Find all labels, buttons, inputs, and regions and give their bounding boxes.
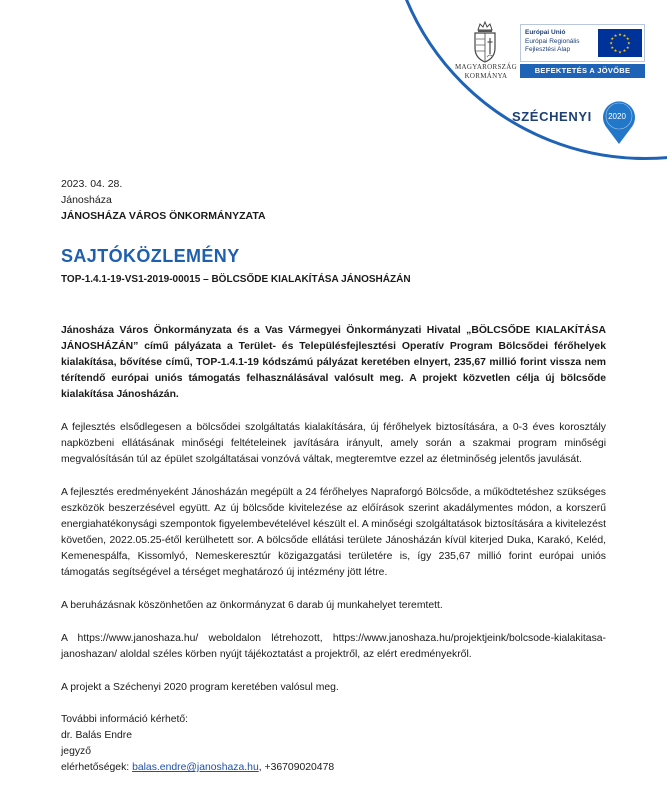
eu-fund-line1: Európai Regionális	[525, 37, 580, 45]
paragraph-website: A https://www.janoshaza.hu/ weboldalon létrehozott, https://www.janoshaza.hu/projektjeink/bolcsode-kialakitasa-janoshazan/ aloldal széles körben nyújt tájékoztatást a projektről, az elért eredményekről.	[61, 633, 606, 660]
svg-text:★: ★	[627, 40, 631, 46]
szechenyi-year: 2020	[608, 112, 626, 121]
contact-reach-label: elérhetőségek:	[61, 762, 130, 773]
press-release-body	[61, 176, 606, 776]
invest-slogan-bar: BEFEKTETÉS A JÖVŐBE	[520, 64, 645, 78]
svg-text:★: ★	[613, 48, 618, 54]
release-place: Jánosháza	[61, 194, 112, 206]
svg-text:★: ★	[618, 49, 622, 55]
svg-text:★: ★	[622, 33, 627, 38]
document-title: SAJTÓKÖZLEMÉNY	[61, 246, 240, 266]
svg-text:★: ★	[610, 45, 615, 50]
release-date: 2023. 04. 28.	[61, 178, 123, 190]
eu-fund-logo	[520, 24, 645, 62]
paragraph-goals: A fejlesztés elsődlegesen a bölcsődei szolgáltatás kialakítására, új férőhelyek biztosítására, a 0-3 éves korosztály napközbeni ellátásának minőségi feltételeinek javítására irányult, amely során a szakmai program minőségi megvalósításán túl az épület szolgáltatásai vonzóvá váltak, megteremtve ezzel az életminőség jelentős javulását.	[61, 422, 606, 465]
map-pin-icon	[601, 100, 637, 144]
paragraph-program: A projekt a Széchenyi 2020 program keretében valósul meg.	[61, 682, 339, 693]
government-label: MAGYARORSZÁG KORMÁNYA	[455, 63, 517, 80]
svg-text:★: ★	[625, 45, 630, 50]
project-subtitle: TOP-1.4.1-19-VS1-2019-00015 – BÖLCSŐDE KIALAKÍTÁSA JÁNOSHÁZÁN	[61, 274, 411, 285]
contact-email-link[interactable]: balas.endre@janoshaza.hu	[132, 762, 259, 773]
hungarian-coat-of-arms-icon	[468, 20, 502, 64]
paragraph-jobs: A beruházásnak köszönhetően az önkormányzat 6 darab új munkahelyet teremtett.	[61, 600, 443, 611]
eu-flag-icon	[598, 29, 642, 57]
issuing-organization: JÁNOSHÁZA VÁROS ÖNKORMÁNYZATA	[61, 210, 266, 222]
svg-text:★: ★	[613, 33, 618, 38]
contact-name: dr. Balás Endre	[61, 730, 133, 741]
paragraph-results: A fejlesztés eredményeként Jánosházán megépült a 24 férőhelyes Napraforgó Bölcsőde, a működtetéshez szükséges eszközök beszerzésével együtt. Az új bölcsőde kivitelezése az előírások szerint akadálymentes módon, a korszerű energiahatékonysági szempontok figyelembevételével készült el. A minőségi szolgáltatások biztosítására a kivitelezést követően, 2022.05.25-étől kerülhetett sor. A bölcsőde ellátási területe Jánosházán kívül kiterjed Duka, Karakó, Keléd, Kemenespálfa, Kissomlyó, Nemeskeresztúr közigazgatási területére is, így 235,67 millió forint európai uniós támogatás segítségével a térséget meghatározó új intézmény jött létre.	[61, 487, 606, 578]
svg-text:★: ★	[625, 36, 630, 42]
eu-title: Európai Unió	[525, 29, 566, 36]
contact-phone: , +36709020478	[258, 762, 335, 773]
contact-block	[61, 712, 606, 776]
eu-fund-line2: Fejlesztési Alap	[525, 46, 571, 53]
svg-text:★: ★	[609, 40, 613, 46]
lead-paragraph: Jánosháza Város Önkormányzata és a Vas Vármegyei Önkormányzati Hivatal „BÖLCSŐDE KIALAKÍTÁSA JÁNOSHÁZÁN” című pályázata a Terület- és Településfejlesztési Operatív Program Bölcsődei férőhelyek kialakítása, bővítése című, TOP-1.4.1-19 kódszámú pályázat keretében elnyert, 235,67 millió forint vissza nem térítendő európai uniós támogatás felhasználásával valósult meg. A projekt közvetlen célja új bölcsőde kialakítása Jánosházán.	[61, 325, 606, 400]
svg-text:★: ★	[610, 36, 615, 42]
svg-text:★: ★	[622, 48, 627, 54]
contact-role: jegyző	[61, 746, 92, 757]
svg-text:★: ★	[618, 31, 622, 37]
szechenyi-wordmark: SZÉCHENYI	[512, 109, 592, 124]
contact-intro: További információ kérhető:	[61, 714, 189, 725]
contact-details	[61, 760, 606, 776]
